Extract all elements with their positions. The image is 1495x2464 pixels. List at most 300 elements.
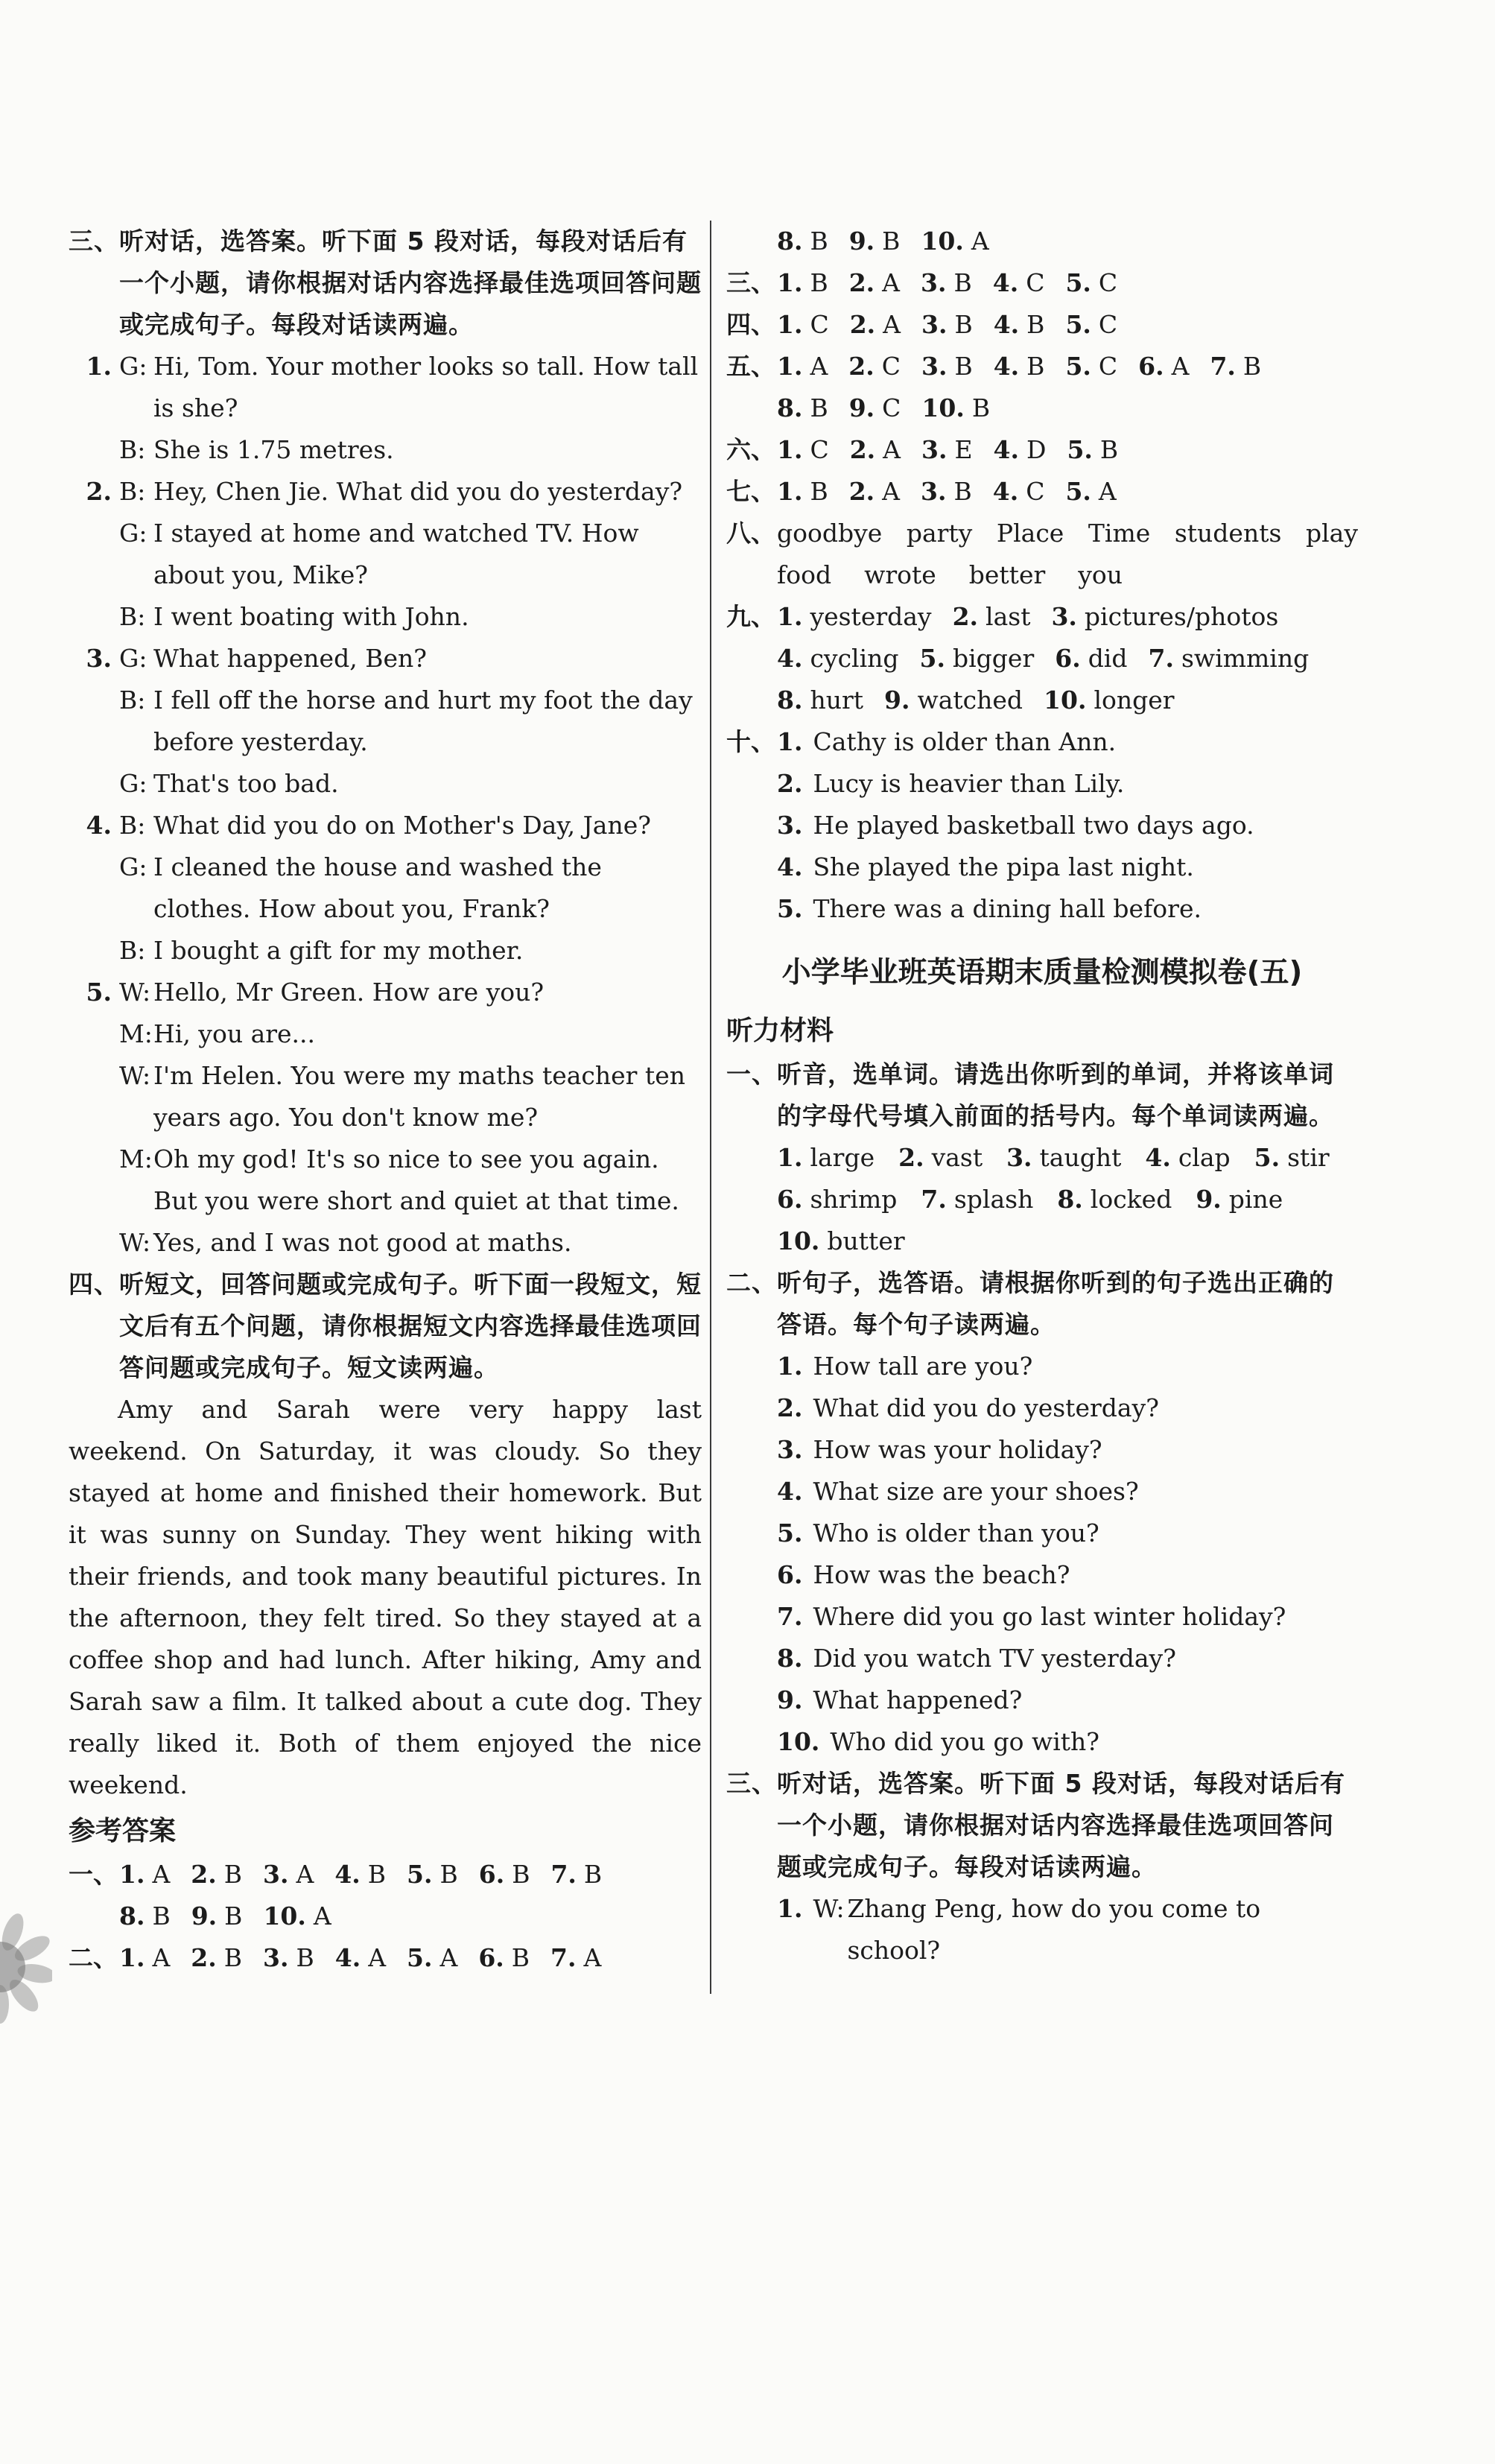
word-item bbox=[1057, 1179, 1172, 1220]
answer-value: yesterday bbox=[810, 602, 932, 631]
dialog-text: I cleaned the house and washed the clothes. How about you, Frank? bbox=[153, 852, 602, 923]
answer-items bbox=[777, 680, 1196, 721]
answer-text: He played basketball two days ago. bbox=[813, 811, 1254, 840]
answer-items bbox=[777, 638, 1330, 680]
speaker-label: G: bbox=[119, 644, 147, 673]
answer-number: 5. bbox=[1067, 435, 1093, 464]
answer-value: C bbox=[810, 435, 829, 464]
answer-items bbox=[119, 1895, 352, 1937]
answer-value: A bbox=[883, 310, 901, 339]
answer-value: C bbox=[881, 352, 901, 381]
answer-label: 四、 bbox=[726, 310, 775, 339]
answer-line bbox=[726, 304, 1358, 346]
answer-item bbox=[191, 1937, 242, 1979]
answer-number: 9. bbox=[848, 227, 875, 256]
answer-label bbox=[726, 680, 777, 721]
answer-number: 2. bbox=[848, 352, 875, 381]
part-2-sentences bbox=[726, 1346, 1358, 1763]
answer-items bbox=[119, 1937, 622, 1979]
answer-value: A bbox=[971, 227, 989, 256]
answer-number: 3. bbox=[921, 477, 947, 506]
answer-value: A bbox=[583, 1943, 602, 1972]
answer-number: 5. bbox=[1065, 477, 1091, 506]
sunflower-decoration-icon bbox=[0, 1907, 52, 2027]
answer-number: 4. bbox=[993, 310, 1020, 339]
answer-word: Time bbox=[1088, 519, 1151, 548]
answer-item bbox=[1138, 346, 1189, 387]
answer-label: 九、 bbox=[726, 602, 775, 631]
answer-number: 2. bbox=[849, 435, 876, 464]
answer-item bbox=[849, 221, 901, 262]
answer-number: 7. bbox=[1148, 644, 1174, 673]
answer-number: 3. bbox=[921, 310, 948, 339]
answer-item bbox=[1051, 596, 1278, 638]
speaker-label: B: bbox=[119, 811, 146, 840]
answer-number: 4. bbox=[777, 644, 803, 673]
dialog-text: What happened, Ben? bbox=[153, 644, 427, 673]
word-item bbox=[921, 1179, 1033, 1220]
listening-title: 听力材料 bbox=[726, 1016, 834, 1046]
answer-word: Place bbox=[996, 519, 1064, 548]
answer-line bbox=[726, 346, 1358, 387]
paper-title: 小学毕业班英语期末质量检测模拟卷(五) bbox=[781, 956, 1303, 989]
left-column bbox=[69, 221, 702, 1979]
answer-sentence bbox=[726, 805, 1358, 846]
answer-value: A bbox=[152, 1860, 171, 1889]
speaker-label: W: bbox=[119, 1061, 151, 1090]
answers-title: 参考答案 bbox=[69, 1816, 177, 1846]
answer-number: 9. bbox=[884, 685, 910, 715]
word-item bbox=[777, 1137, 875, 1179]
section-4-title: 四、听短文，回答问题或完成句子。听下面一段短文，短文后有五个问题，请你根据短文内容选择最佳选项回答问题或完成句子。短文读两遍。 bbox=[69, 1270, 702, 1382]
sentence-line bbox=[726, 1471, 1358, 1513]
dialog-line bbox=[69, 638, 702, 680]
answer-line bbox=[69, 1854, 702, 1895]
dialog-line bbox=[69, 930, 702, 972]
word-number: 8. bbox=[1057, 1185, 1083, 1214]
answer-value: B bbox=[953, 477, 972, 506]
answer-item bbox=[407, 1854, 458, 1895]
answer-value: watched bbox=[917, 685, 1023, 715]
answer-number: 5. bbox=[407, 1943, 433, 1972]
answer-value: A bbox=[296, 1860, 314, 1889]
dialog-line bbox=[69, 763, 702, 805]
answer-item bbox=[884, 680, 1023, 721]
word-value: vast bbox=[931, 1143, 983, 1172]
word-item bbox=[1145, 1137, 1230, 1179]
answer-number: 1. bbox=[777, 310, 803, 339]
answer-item bbox=[407, 1937, 457, 1979]
answer-row-2-continued bbox=[726, 221, 1358, 262]
answer-value: B bbox=[583, 1860, 603, 1889]
answer-number: 7. bbox=[1210, 352, 1236, 381]
answer-sentence bbox=[726, 888, 1358, 930]
answer-word: play bbox=[1305, 519, 1358, 548]
answer-value: B bbox=[512, 1860, 530, 1889]
dialog-text: Hi, you are... bbox=[153, 1019, 316, 1048]
answer-value: C bbox=[1026, 268, 1045, 297]
speaker-label: M: bbox=[119, 1019, 153, 1048]
answer-rows bbox=[726, 262, 1358, 513]
answer-value: B bbox=[1026, 352, 1045, 381]
answer-line bbox=[726, 471, 1358, 513]
dialog-number: 2. bbox=[86, 477, 112, 506]
sentence-text: Who did you go with? bbox=[830, 1727, 1099, 1756]
word-item bbox=[777, 1220, 905, 1262]
answer-item bbox=[1044, 680, 1175, 721]
word-value: taught bbox=[1039, 1143, 1122, 1172]
answer-number: 4. bbox=[334, 1860, 361, 1889]
sentence-line bbox=[726, 1554, 1358, 1596]
answer-line bbox=[726, 554, 1358, 596]
answer-label: 八、 bbox=[726, 519, 775, 548]
answer-item bbox=[119, 1937, 170, 1979]
part-3-title: 三、听对话，选答案。听下面 5 段对话，每段对话后有一个小题，请你根据对话内容选择最佳选项回答问题或完成句子。每段对话读两遍。 bbox=[726, 1769, 1345, 1881]
answer-label: 五、 bbox=[726, 352, 775, 381]
answer-item bbox=[1065, 262, 1117, 304]
speaker-label: B: bbox=[119, 685, 146, 715]
answer-item bbox=[994, 304, 1045, 346]
answer-items bbox=[777, 346, 1282, 387]
speaker-label: W: bbox=[119, 1228, 151, 1257]
answer-value: did bbox=[1088, 644, 1128, 673]
word-value: stir bbox=[1287, 1143, 1330, 1172]
answer-item bbox=[921, 346, 973, 387]
word-line bbox=[726, 1137, 1358, 1179]
answer-sentence bbox=[726, 846, 1358, 888]
sentence-line bbox=[726, 1596, 1358, 1638]
answer-items bbox=[777, 387, 1011, 429]
word-item bbox=[898, 1137, 983, 1179]
word-item bbox=[1254, 1137, 1330, 1179]
answer-number: 8. bbox=[777, 393, 803, 422]
answer-number: 6. bbox=[478, 1860, 505, 1889]
answer-number: 3. bbox=[1051, 602, 1077, 631]
answer-number: 1. bbox=[119, 1943, 145, 1972]
column-divider bbox=[710, 221, 711, 1994]
answer-label bbox=[726, 638, 777, 680]
sentence-text: Who is older than you? bbox=[813, 1518, 1099, 1548]
part-2-title: 二、听句子，选答语。请根据你听到的句子选出正确的答语。每个句子读两遍。 bbox=[726, 1268, 1334, 1339]
dialog-line bbox=[69, 1138, 702, 1222]
answer-label bbox=[726, 805, 777, 846]
sentence-number: 1. bbox=[777, 1352, 803, 1381]
dialog-text: She is 1.75 metres. bbox=[153, 435, 394, 464]
answer-number: 5. bbox=[1065, 268, 1091, 297]
dialog-text: That's too bad. bbox=[153, 769, 339, 798]
answer-word: wrote bbox=[864, 560, 936, 589]
answer-value: B bbox=[810, 268, 828, 297]
answer-item bbox=[263, 1937, 314, 1979]
answer-number: 7. bbox=[550, 1860, 577, 1889]
answer-value: C bbox=[1026, 477, 1045, 506]
word-number: 2. bbox=[898, 1143, 924, 1172]
answer-number: 2. bbox=[849, 310, 876, 339]
answer-line bbox=[726, 513, 1358, 554]
answer-number: 4. bbox=[993, 352, 1020, 381]
answer-number: 5. bbox=[1065, 352, 1091, 381]
answer-item bbox=[921, 429, 973, 471]
answer-item bbox=[777, 638, 899, 680]
answer-value: B bbox=[954, 352, 973, 381]
answer-number: 2. bbox=[191, 1943, 217, 1972]
speaker-label: G: bbox=[119, 352, 147, 381]
answer-label bbox=[726, 554, 777, 596]
word-number: 10. bbox=[777, 1226, 820, 1255]
answer-text: Cathy is older than Ann. bbox=[813, 727, 1117, 756]
answer-number: 1. bbox=[119, 1860, 145, 1889]
answer-item bbox=[849, 471, 900, 513]
answer-row-8 bbox=[726, 513, 1358, 596]
answer-number: 10. bbox=[263, 1901, 306, 1931]
sentence-text: Where did you go last winter holiday? bbox=[813, 1602, 1286, 1631]
sentence-number: 6. bbox=[777, 1560, 803, 1589]
answer-item bbox=[848, 346, 901, 387]
answer-line bbox=[726, 387, 1358, 429]
answer-item bbox=[993, 262, 1045, 304]
answer-items bbox=[777, 304, 1138, 346]
answer-value: D bbox=[1026, 435, 1047, 464]
answer-number: 3. bbox=[263, 1860, 289, 1889]
answer-item bbox=[994, 429, 1047, 471]
word-value: splash bbox=[953, 1185, 1034, 1214]
answer-number: 1. bbox=[777, 268, 803, 297]
answer-value: C bbox=[882, 393, 901, 422]
answer-item bbox=[920, 638, 1035, 680]
answer-line bbox=[726, 680, 1358, 721]
dialog-number: 1. bbox=[86, 352, 112, 381]
answer-item bbox=[191, 1895, 243, 1937]
answer-row-9 bbox=[726, 596, 1358, 721]
answer-value: A bbox=[1098, 477, 1117, 506]
word-value: pine bbox=[1228, 1185, 1283, 1214]
answer-line bbox=[726, 638, 1358, 680]
answer-number: 3. bbox=[777, 811, 803, 840]
word-item bbox=[777, 1179, 897, 1220]
answer-number: 8. bbox=[777, 227, 803, 256]
answer-value: B bbox=[511, 1943, 530, 1972]
answer-value: A bbox=[368, 1943, 387, 1972]
answer-value: A bbox=[1171, 352, 1190, 381]
sentence-number: 10. bbox=[777, 1727, 820, 1756]
answer-item bbox=[777, 387, 828, 429]
dialog-number: 5. bbox=[86, 978, 112, 1007]
answer-value: B bbox=[882, 227, 901, 256]
answer-value: B bbox=[1026, 310, 1045, 339]
answer-number: 4. bbox=[992, 268, 1019, 297]
dialog-line bbox=[69, 846, 702, 930]
answer-number: 2. bbox=[848, 477, 875, 506]
sentence-line bbox=[726, 1721, 1358, 1763]
answer-number: 6. bbox=[1055, 644, 1081, 673]
dialog-text: I fell off the horse and hurt my foot the day before yesterday. bbox=[153, 685, 693, 756]
answer-item bbox=[921, 471, 972, 513]
answer-row-1 bbox=[69, 1854, 702, 1937]
answer-value: cycling bbox=[810, 644, 899, 673]
answer-item bbox=[1055, 638, 1127, 680]
sentence-text: What did you do yesterday? bbox=[813, 1393, 1159, 1422]
section-3-title: 三、听对话，选答案。听下面 5 段对话，每段对话后有一个小题，请你根据对话内容选择最佳选项回答问题或完成句子。每段对话读两遍。 bbox=[69, 227, 702, 339]
answer-text: There was a dining hall before. bbox=[813, 894, 1202, 923]
answer-number: 1. bbox=[777, 352, 803, 381]
answer-number: 9. bbox=[191, 1901, 218, 1931]
speaker-label: B: bbox=[119, 477, 146, 506]
answer-value: A bbox=[810, 352, 828, 381]
answer-words bbox=[777, 513, 1358, 554]
answer-value: B bbox=[1099, 435, 1119, 464]
answer-value: E bbox=[954, 435, 973, 464]
answer-number: 10. bbox=[921, 227, 964, 256]
word-value: clap bbox=[1178, 1143, 1231, 1172]
answer-number: 4. bbox=[334, 1943, 361, 1972]
answer-value: B bbox=[152, 1901, 171, 1931]
word-number: 1. bbox=[777, 1143, 803, 1172]
speaker-label: W: bbox=[119, 978, 151, 1007]
answer-value: swimming bbox=[1181, 644, 1310, 673]
answer-value: B bbox=[953, 268, 972, 297]
answer-line bbox=[726, 262, 1358, 304]
answer-item bbox=[1065, 471, 1116, 513]
dialog-line bbox=[69, 972, 702, 1013]
sentence-number: 3. bbox=[777, 1435, 803, 1464]
answer-word: better bbox=[968, 560, 1046, 589]
answer-item bbox=[550, 1854, 602, 1895]
answer-line bbox=[69, 1937, 702, 1979]
answer-value: B bbox=[439, 1860, 458, 1889]
answer-item bbox=[119, 1895, 171, 1937]
answer-item bbox=[479, 1854, 530, 1895]
dialog-line bbox=[69, 1055, 702, 1138]
part-3-first-dialog bbox=[726, 1888, 1358, 1971]
answer-number: 1. bbox=[777, 602, 803, 631]
dialog-line bbox=[69, 471, 702, 513]
answer-value: B bbox=[1242, 352, 1262, 381]
answer-number: 3. bbox=[921, 352, 948, 381]
answer-item bbox=[850, 304, 901, 346]
answer-words bbox=[777, 554, 1358, 596]
answer-value: longer bbox=[1094, 685, 1175, 715]
sentence-text: What size are your shoes? bbox=[813, 1477, 1139, 1506]
answer-label bbox=[69, 1895, 119, 1937]
answer-number: 8. bbox=[777, 685, 803, 715]
answer-value: hurt bbox=[810, 685, 863, 715]
word-number: 9. bbox=[1196, 1185, 1222, 1214]
dialog-text: I stayed at home and watched TV. How about you, Mike? bbox=[153, 519, 639, 589]
answer-number: 2. bbox=[191, 1860, 217, 1889]
answer-row-2 bbox=[69, 1937, 702, 1979]
answer-number: 10. bbox=[921, 393, 965, 422]
dialog-line bbox=[69, 680, 702, 763]
word-value: large bbox=[810, 1143, 875, 1172]
sentence-line bbox=[726, 1346, 1358, 1387]
answer-number: 5. bbox=[919, 644, 945, 673]
speaker-label: M: bbox=[119, 1144, 153, 1174]
answer-number: 9. bbox=[848, 393, 875, 422]
sentence-number: 2. bbox=[777, 1393, 803, 1422]
answer-item bbox=[850, 429, 901, 471]
answer-number: 4. bbox=[777, 852, 803, 881]
dialog-line bbox=[69, 1222, 702, 1264]
dialog-text: Hello, Mr Green. How are you? bbox=[153, 978, 545, 1007]
sentence-line bbox=[726, 1638, 1358, 1679]
answer-item bbox=[777, 429, 829, 471]
answer-value: last bbox=[985, 602, 1031, 631]
answer-item bbox=[921, 304, 973, 346]
answer-row-10 bbox=[726, 721, 1358, 930]
answer-label: 一、 bbox=[69, 1860, 118, 1889]
answer-items bbox=[777, 596, 1299, 638]
speaker-label: B: bbox=[119, 435, 146, 464]
sentence-number: 4. bbox=[777, 1477, 803, 1506]
answer-number: 5. bbox=[407, 1860, 433, 1889]
answer-items bbox=[777, 471, 1137, 513]
dialog-text: Hey, Chen Jie. What did you do yesterday? bbox=[153, 477, 683, 506]
dialog-line bbox=[69, 1013, 702, 1055]
answer-items bbox=[119, 1854, 623, 1895]
answer-item bbox=[994, 346, 1045, 387]
answer-value: A bbox=[882, 268, 901, 297]
sentence-text: How was your holiday? bbox=[813, 1435, 1102, 1464]
answer-word: goodbye bbox=[777, 519, 883, 548]
answer-line bbox=[69, 1895, 702, 1937]
word-number: 3. bbox=[1006, 1143, 1032, 1172]
answer-item bbox=[849, 262, 900, 304]
answer-number: 1. bbox=[777, 727, 803, 756]
answer-item bbox=[921, 387, 990, 429]
dialog-number: 3. bbox=[86, 644, 112, 673]
answer-item bbox=[1065, 304, 1117, 346]
answer-value: A bbox=[152, 1943, 171, 1972]
dialog-line bbox=[69, 513, 702, 596]
answer-label: 六、 bbox=[726, 435, 775, 464]
answer-value: B bbox=[954, 310, 973, 339]
sentence-text: Did you watch TV yesterday? bbox=[813, 1644, 1176, 1673]
answer-item bbox=[777, 346, 828, 387]
speaker-label: G: bbox=[119, 852, 147, 881]
word-item bbox=[1196, 1179, 1283, 1220]
sentence-line bbox=[726, 1679, 1358, 1721]
answer-item bbox=[191, 1854, 242, 1895]
answer-label bbox=[726, 846, 777, 888]
speaker-label: G: bbox=[119, 769, 147, 798]
answer-item bbox=[921, 262, 972, 304]
answer-item bbox=[777, 596, 932, 638]
answer-item bbox=[1210, 346, 1261, 387]
answer-item bbox=[777, 471, 828, 513]
answer-item bbox=[478, 1937, 530, 1979]
answer-items bbox=[777, 429, 1139, 471]
answer-item bbox=[921, 221, 988, 262]
answer-item bbox=[953, 596, 1031, 638]
answer-item bbox=[777, 304, 829, 346]
answer-label: 三、 bbox=[726, 268, 775, 297]
answer-label bbox=[726, 387, 777, 429]
answer-number: 3. bbox=[263, 1943, 289, 1972]
answer-item bbox=[777, 221, 828, 262]
sentence-number: 5. bbox=[777, 1518, 803, 1548]
answer-word: students bbox=[1174, 519, 1282, 548]
answer-value: B bbox=[810, 477, 828, 506]
answer-number: 4. bbox=[993, 435, 1019, 464]
answer-value: B bbox=[296, 1943, 314, 1972]
answer-item bbox=[263, 1854, 314, 1895]
answer-value: A bbox=[439, 1943, 458, 1972]
answer-value: B bbox=[223, 1860, 243, 1889]
word-line bbox=[726, 1179, 1358, 1220]
word-number: 7. bbox=[921, 1185, 947, 1214]
dialog-list bbox=[69, 346, 702, 1264]
word-number: 6. bbox=[777, 1185, 803, 1214]
